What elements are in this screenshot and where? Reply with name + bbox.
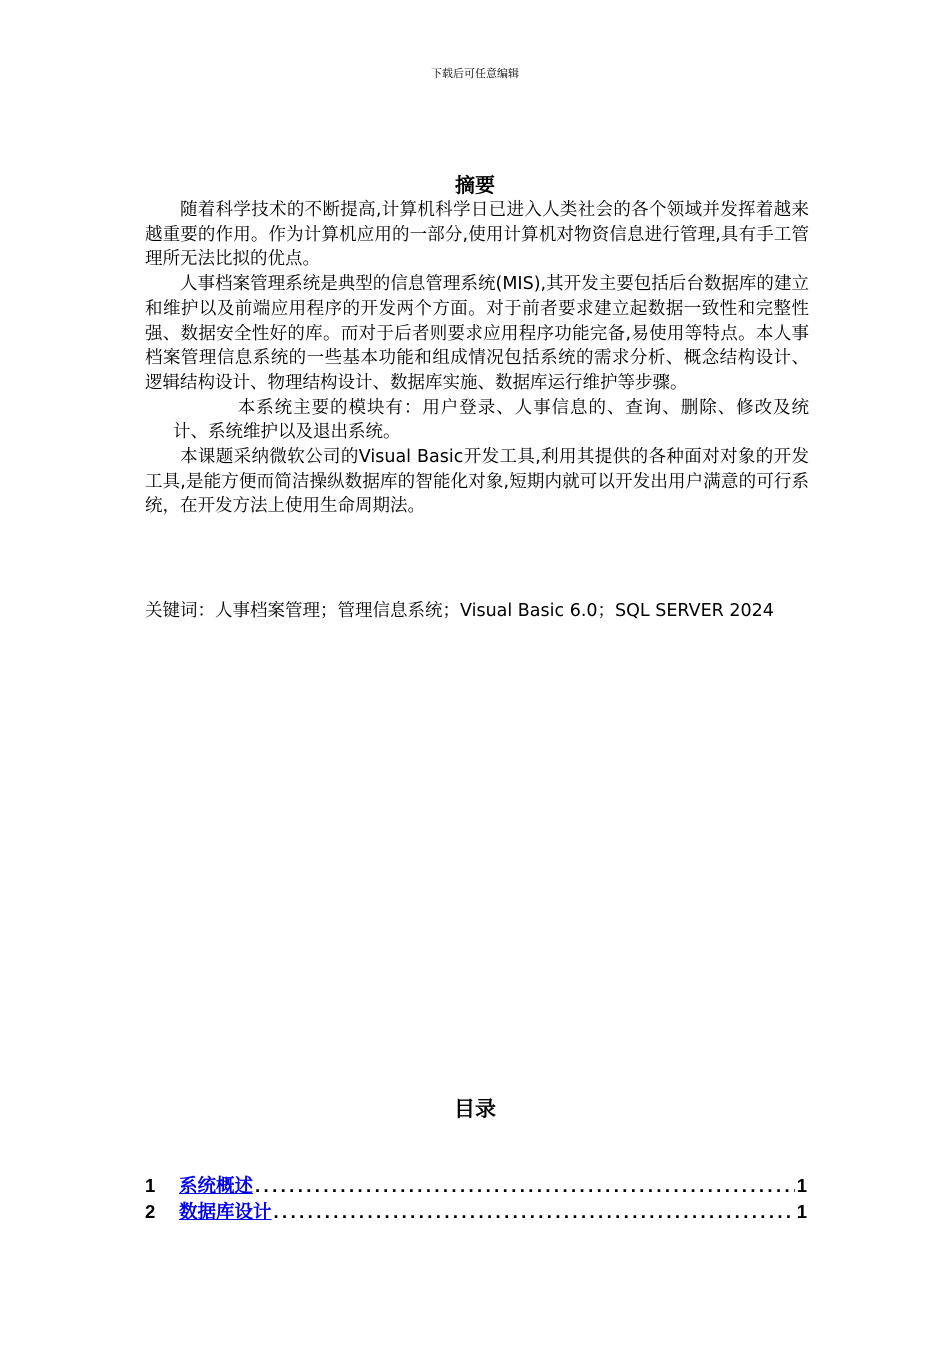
toc-dot-leader (253, 1173, 795, 1199)
abstract-paragraph: 随着科学技术的不断提高,计算机科学日已进入人类社会的各个领域并发挥着越来越重要的作用。作为计算机应用的一部分,使用计算机对物资信息进行管理,具有手工管理所无法比拟的优点。 (145, 200, 809, 270)
abstract-paragraph: 人事档案管理系统是典型的信息管理系统(MIS),其开发主要包括后台数据库的建立和维护以及前端应用程序的开发两个方面。对于前者要求建立起数据一致性和完整性强、数据安全性好的库。而对于后者则要求应用程序功能完备,易使用等特点。本人事档案管理信息系统的一些基本功能和组成情况包括系统的需求分析、概念结构设计、逻辑结构设计、物理结构设计、数据库实施、数据库运行维护等步骤。 (145, 274, 809, 393)
abstract-paragraph-modules: 本系统主要的模块有：用户登录、人事信息的、查询、删除、修改及统计、系统维护以及退出系统。 (173, 397, 809, 443)
keywords: 关键词：人事档案管理；管理信息系统；Visual Basic 6.0；SQL SERVER 2024 (145, 601, 774, 621)
abstract-title: 摘要 (455, 173, 495, 197)
toc-entry-page: 1 (796, 1175, 807, 1196)
abstract-paragraph: 本课题采纳微软公司的Visual Basic开发工具,利用其提供的各种面对对象的开发工具,是能方便而简洁操纵数据库的智能化对象,短期内就可以开发出用户满意的可行系统，在开发方法上使用生命周期法。 (145, 447, 809, 517)
toc-entry (145, 1173, 807, 1199)
page-header-note: 下载后可任意编辑 (431, 67, 519, 80)
toc-entry-number: 2 (145, 1201, 156, 1222)
toc-entry-link[interactable]: 数据库设计 (179, 1201, 272, 1222)
abstract-body (145, 198, 809, 519)
toc-title: 目录 (454, 1097, 496, 1121)
toc-dot-leader (272, 1199, 795, 1225)
toc-entry-number: 1 (145, 1175, 156, 1196)
table-of-contents (145, 1173, 807, 1225)
toc-entry-link[interactable]: 系统概述 (179, 1175, 254, 1196)
toc-entry (145, 1199, 807, 1225)
toc-entry-page: 1 (796, 1201, 807, 1222)
